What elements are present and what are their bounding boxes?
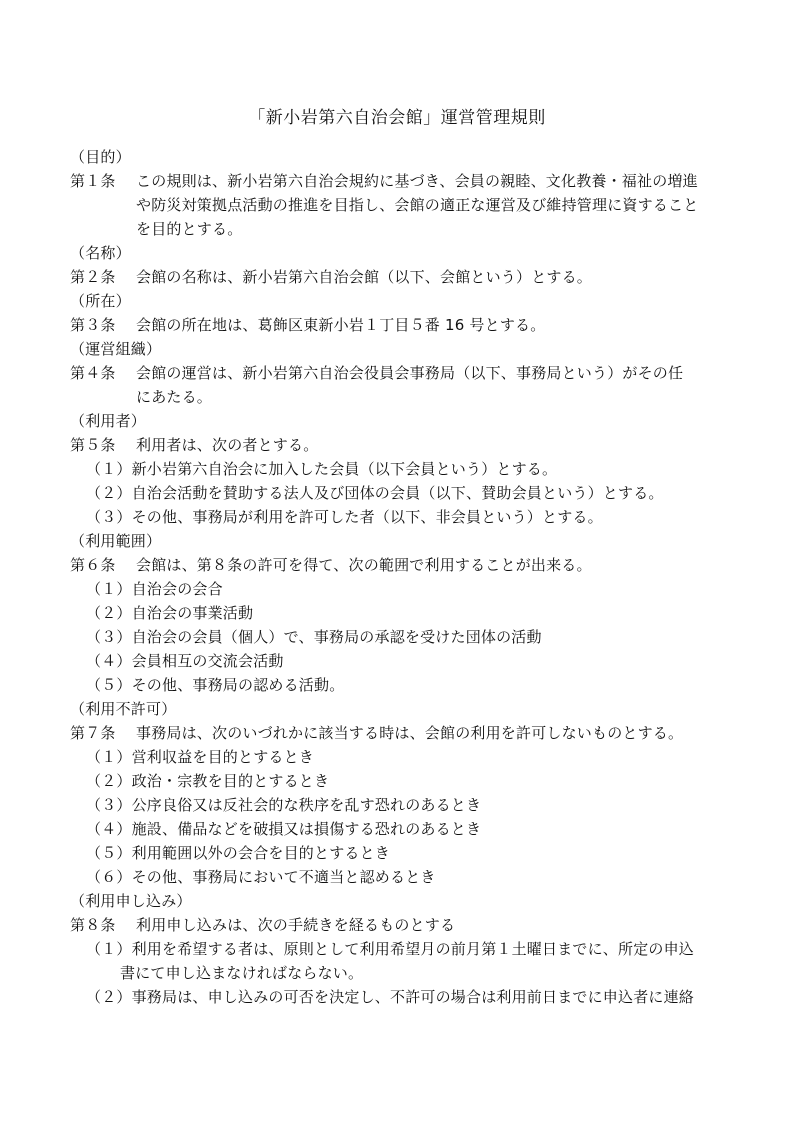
article-7-item-6: （６）その他、事務局において不適当と認めるとき: [86, 868, 436, 886]
article-8-text: 利用申し込みは、次の手続きを経るものとする: [136, 916, 456, 934]
article-1-line-3: を目的とする。: [136, 220, 243, 238]
article-8-item-2-line-1: （２）事務局は、申し込みの可否を決定し、不許可の場合は利用前日までに申込者に連絡: [86, 988, 695, 1006]
article-3-line-1: [70, 314, 545, 336]
article-1-line-2: や防災対策拠点活動の推進を目指し、会館の適正な運営及び維持管理に資すること: [136, 196, 699, 214]
article-6-item-2: （２）自治会の事業活動: [86, 604, 254, 622]
article-4-line-2: にあたる。: [136, 388, 213, 406]
article-7-item-4: （４）施設、備品などを破損又は損傷する恐れのあるとき: [86, 820, 482, 838]
article-6-number: 第６条: [70, 556, 116, 574]
article-5-item-1: （１）新小岩第六自治会に加入した会員（以下会員という）とする。: [86, 460, 558, 478]
section-heading-application: （利用申し込み）: [70, 892, 192, 910]
article-7-item-2: （２）政治・宗教を目的とするとき: [86, 772, 330, 790]
article-7-item-5: （５）利用範囲以外の会合を目的とするとき: [86, 844, 391, 862]
article-6-item-4: （４）会員相互の交流会活動: [86, 652, 284, 670]
section-heading-not-permitted: （利用不許可）: [70, 700, 177, 718]
article-8-line-1: [70, 914, 455, 936]
article-7-line-1: [70, 722, 683, 744]
article-4-text: 会館の運営は、新小岩第六自治会役員会事務局（以下、事務局という）がその任: [136, 364, 684, 382]
article-1-number: 第１条: [70, 172, 116, 190]
section-heading-users: （利用者）: [70, 412, 147, 430]
section-heading-name: （名称）: [70, 244, 131, 262]
article-5-text: 利用者は、次の者とする。: [136, 436, 319, 454]
article-7-item-1: （１）営利収益を目的とするとき: [86, 748, 315, 766]
article-1-line-1: [70, 170, 698, 192]
article-2-text: 会館の名称は、新小岩第六自治会館（以下、会館という）とする。: [136, 268, 593, 286]
article-5-number: 第５条: [70, 436, 116, 454]
article-5-item-3: （３）その他、事務局が利用を許可した者（以下、非会員という）とする。: [86, 508, 603, 526]
article-5-line-1: [70, 434, 318, 456]
article-2-number: 第２条: [70, 268, 116, 286]
article-3-number: 第３条: [70, 316, 116, 334]
article-2-line-1: [70, 266, 592, 288]
article-7-text: 事務局は、次のいづれかに該当する時は、会館の利用を許可しないものとする。: [136, 724, 684, 742]
article-5-item-2: （２）自治会活動を賛助する法人及び団体の会員（以下、賛助会員という）とする。: [86, 484, 664, 502]
article-1-text: この規則は、新小岩第六自治会規約に基づき、会員の親睦、文化教養・福祉の増進: [136, 172, 698, 190]
section-heading-purpose: （目的）: [70, 148, 131, 166]
article-4-number: 第４条: [70, 364, 116, 382]
document-title: 「新小岩第六自治会館」運営管理規則: [248, 108, 546, 128]
article-6-item-5: （５）その他、事務局の認める活動。: [86, 676, 345, 694]
article-4-line-1: [70, 362, 683, 384]
article-7-number: 第７条: [70, 724, 116, 742]
section-heading-organization: （運営組織）: [70, 340, 162, 358]
article-6-line-1: [70, 554, 592, 576]
section-heading-scope: （利用範囲）: [70, 532, 162, 550]
article-3-text: 会館の所在地は、葛飾区東新小岩１丁目５番 16 号とする。: [136, 316, 546, 334]
article-8-number: 第８条: [70, 916, 116, 934]
article-6-text: 会館は、第８条の許可を得て、次の範囲で利用することが出来る。: [136, 556, 592, 574]
article-8-item-1-line-1: （１）利用を希望する者は、原則として利用希望月の前月第１土曜日までに、所定の申込: [86, 940, 695, 958]
article-6-item-3: （３）自治会の会員（個人）で、事務局の承認を受けた団体の活動: [86, 628, 542, 646]
section-heading-location: （所在）: [70, 292, 131, 310]
article-6-item-1: （１）自治会の会合: [86, 580, 223, 598]
article-8-item-1-line-2: 書にて申し込まなければならない。: [120, 964, 364, 982]
article-7-item-3: （３）公序良俗又は反社会的な秩序を乱す恐れのあるとき: [86, 796, 482, 814]
